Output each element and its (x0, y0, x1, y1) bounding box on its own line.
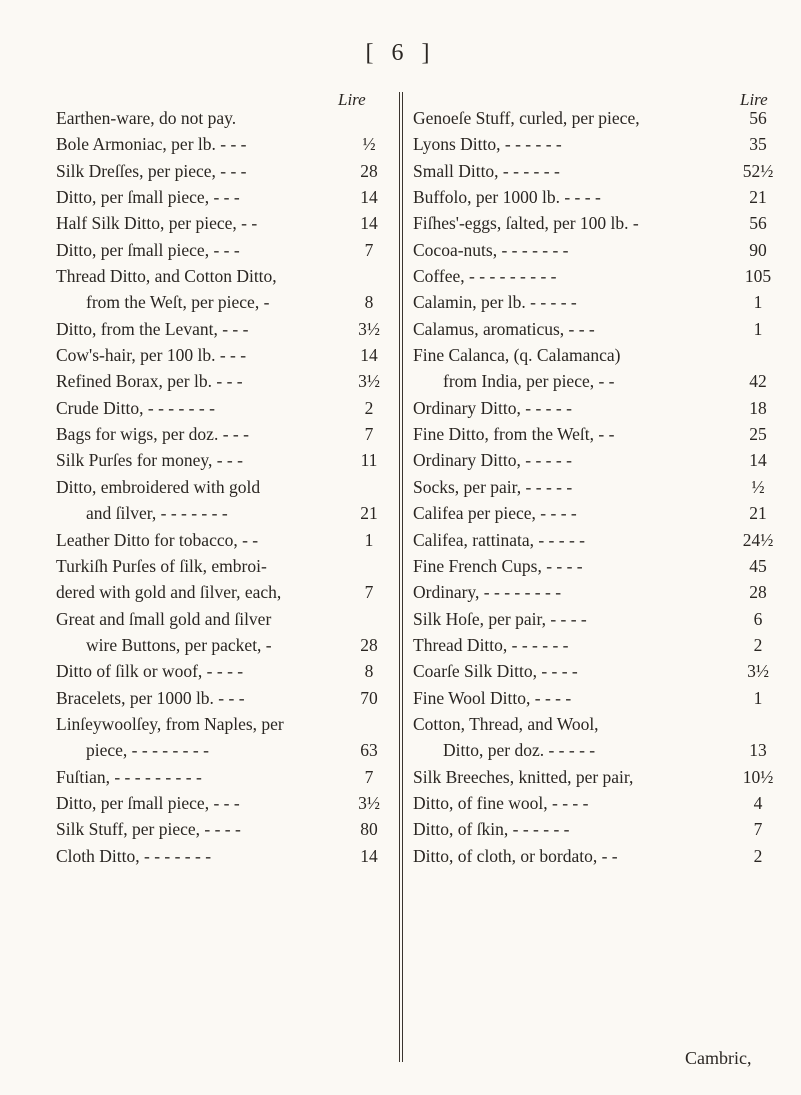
item-description: Ditto of ſilk or woof, - - - - (56, 661, 244, 682)
price-row (56, 424, 386, 450)
price-row (56, 609, 386, 635)
item-description: Ditto, embroidered with gold (56, 476, 261, 497)
price-row (56, 477, 386, 503)
item-price: 52½ (742, 160, 774, 181)
item-price: 42 (749, 371, 767, 392)
price-row (413, 688, 778, 714)
item-price: 14 (360, 345, 378, 366)
item-description: Fine French Cups, - - - - (413, 555, 583, 576)
item-description: Socks, per pair, - - - - - (413, 476, 573, 497)
item-price: 7 (364, 424, 374, 445)
item-price: 25 (749, 424, 767, 445)
item-price: 1 (753, 318, 763, 339)
item-description: Bracelets, per 1000 lb. - - - (56, 687, 245, 708)
item-description: Crude Ditto, - - - - - - - (56, 397, 215, 418)
item-price: 70 (360, 687, 378, 708)
item-description: Bags for wigs, per doz. - - - (56, 424, 249, 445)
item-price: 56 (749, 108, 767, 128)
item-description: from India, per piece, - - (443, 371, 615, 392)
item-description: Buffolo, per 1000 lb. - - - - (413, 187, 601, 208)
price-row (56, 345, 386, 371)
item-description: Ditto, of ſkin, - - - - - - (413, 819, 570, 840)
item-price: 24½ (742, 529, 774, 550)
price-row (413, 450, 778, 476)
item-price: 90 (749, 239, 767, 260)
item-description: Fiſhes'-eggs, ſalted, per 100 lb. - (413, 213, 639, 234)
price-row (413, 398, 778, 424)
item-description: Ditto, per ſmall piece, - - - (56, 239, 240, 260)
price-row (56, 661, 386, 687)
item-price: 2 (753, 845, 763, 866)
item-description: Linſeywoolſey, from Naples, per (56, 713, 284, 734)
price-row (56, 688, 386, 714)
item-description: Cotton, Thread, and Wool, (413, 713, 599, 734)
item-price: 2 (364, 397, 374, 418)
item-price: ½ (751, 476, 765, 497)
item-description: Fine Ditto, from the Weſt, - - (413, 424, 615, 445)
item-price: 105 (744, 266, 772, 287)
price-row (56, 740, 386, 766)
item-price: 7 (753, 819, 763, 840)
price-row (56, 450, 386, 476)
item-price: 45 (749, 555, 767, 576)
price-row (56, 161, 386, 187)
price-row (56, 556, 386, 582)
item-price: 21 (360, 503, 378, 524)
item-price: 28 (360, 160, 378, 181)
item-price: 21 (749, 187, 767, 208)
item-description: Great and ſmall gold and ſilver (56, 608, 272, 629)
price-row (413, 582, 778, 608)
item-description: Silk Breeches, knitted, per pair, (413, 766, 634, 787)
item-description: Genoeſe Stuff, curled, per piece, (413, 108, 640, 128)
item-price: 7 (364, 766, 374, 787)
item-description: Silk Purſes for money, - - - (56, 450, 243, 471)
item-description: Lyons Ditto, - - - - - - (413, 134, 562, 155)
item-price: 56 (749, 213, 767, 234)
price-row (413, 793, 778, 819)
price-row (413, 477, 778, 503)
item-price: 2 (753, 634, 763, 655)
item-description: Silk Dreſſes, per piece, - - - (56, 160, 247, 181)
item-description: Cow's-hair, per 100 lb. - - - (56, 345, 247, 366)
price-row (413, 714, 778, 740)
item-description: Califea, rattinata, - - - - - (413, 529, 585, 550)
price-row (413, 108, 778, 134)
item-price: 14 (360, 213, 378, 234)
item-price: 1 (364, 529, 374, 550)
price-row (56, 714, 386, 740)
price-row (413, 371, 778, 397)
price-row (56, 319, 386, 345)
price-row (413, 846, 778, 872)
item-description: Half Silk Ditto, per piece, - - (56, 213, 258, 234)
item-price: 8 (364, 661, 374, 682)
item-description: Ditto, per ſmall piece, - - - (56, 187, 240, 208)
item-description: Cloth Ditto, - - - - - - - (56, 845, 212, 866)
item-description: Ditto, from the Levant, - - - (56, 318, 249, 339)
item-price: 63 (360, 740, 378, 761)
item-price: 7 (364, 582, 374, 603)
item-price: 13 (749, 740, 767, 761)
price-row (413, 240, 778, 266)
item-price: 3½ (358, 318, 380, 339)
item-description: Bole Armoniac, per lb. - - - (56, 134, 247, 155)
price-row (413, 530, 778, 556)
right-unit-heading: Lire (740, 90, 768, 109)
item-description: Fuſtian, - - - - - - - - - (56, 766, 202, 787)
left-unit-heading: Lire (338, 90, 366, 109)
item-price: 28 (360, 634, 378, 655)
price-row (56, 503, 386, 529)
item-description: Leather Ditto for tobacco, - - (56, 529, 259, 550)
price-row (413, 424, 778, 450)
price-row (413, 319, 778, 345)
price-row (56, 846, 386, 872)
item-description: Refined Borax, per lb. - - - (56, 371, 243, 392)
item-price: 35 (749, 134, 767, 155)
price-row (56, 530, 386, 556)
item-description: Calamin, per lb. - - - - - (413, 292, 577, 313)
page-number: [ 6 ] (365, 40, 436, 66)
item-description: Coarſe Silk Ditto, - - - - (413, 661, 578, 682)
item-price: ½ (362, 134, 376, 155)
item-description: Turkiſh Purſes of ſilk, embroi- (56, 555, 267, 576)
item-price: 14 (360, 845, 378, 866)
price-row (413, 213, 778, 239)
column-divider (399, 92, 403, 1062)
item-price: 18 (749, 397, 767, 418)
price-row (56, 213, 386, 239)
price-row (413, 266, 778, 292)
item-description: piece, - - - - - - - - (86, 740, 209, 761)
price-row (56, 292, 386, 318)
item-price: 14 (360, 187, 378, 208)
right-price-column (413, 108, 778, 872)
item-description: Ditto, per ſmall piece, - - - (56, 792, 240, 813)
price-row (56, 793, 386, 819)
price-row (56, 266, 386, 292)
item-price: 28 (749, 582, 767, 603)
price-row (56, 398, 386, 424)
price-row (413, 661, 778, 687)
item-description: Thread Ditto, - - - - - - (413, 634, 569, 655)
price-row (413, 635, 778, 661)
item-price: 3½ (747, 661, 769, 682)
price-row (413, 609, 778, 635)
item-price: 4 (753, 792, 763, 813)
price-row (56, 187, 386, 213)
price-row (413, 134, 778, 160)
price-row (56, 767, 386, 793)
price-row (56, 371, 386, 397)
item-description: wire Buttons, per packet, - (86, 634, 272, 655)
item-description: Silk Hoſe, per pair, - - - - (413, 608, 587, 629)
item-price: 80 (360, 819, 378, 840)
item-description: Cocoa-nuts, - - - - - - - (413, 239, 569, 260)
item-price: 14 (749, 450, 767, 471)
item-description: Califea per piece, - - - - (413, 503, 577, 524)
price-row (413, 819, 778, 845)
item-description: Ordinary Ditto, - - - - - (413, 397, 572, 418)
item-price: 3½ (358, 371, 380, 392)
item-description: Ditto, of fine wool, - - - - (413, 792, 589, 813)
item-description: Fine Calanca, (q. Calamanca) (413, 345, 621, 366)
item-description: Ditto, of cloth, or bordato, - - (413, 845, 618, 866)
item-price: 8 (364, 292, 374, 313)
item-description: Coffee, - - - - - - - - - (413, 266, 557, 287)
item-description: Silk Stuff, per piece, - - - - (56, 819, 241, 840)
item-description: Ditto, per doz. - - - - - (443, 740, 596, 761)
price-row (56, 240, 386, 266)
price-row (413, 345, 778, 371)
item-description: Ordinary, - - - - - - - - (413, 582, 562, 603)
item-price: 11 (360, 450, 378, 471)
price-row (413, 767, 778, 793)
item-price: 3½ (358, 792, 380, 813)
item-price: 21 (749, 503, 767, 524)
item-price: 10½ (742, 766, 774, 787)
price-row (413, 503, 778, 529)
price-row (413, 292, 778, 318)
price-row (413, 740, 778, 766)
price-row (56, 582, 386, 608)
price-row (56, 635, 386, 661)
price-row (56, 108, 386, 134)
price-row (56, 819, 386, 845)
left-price-column (56, 108, 386, 872)
price-row (413, 187, 778, 213)
item-description: and ſilver, - - - - - - - (86, 503, 228, 524)
item-description: from the Weſt, per piece, - (86, 292, 270, 313)
item-price: 1 (753, 292, 763, 313)
item-description: Earthen-ware, do not pay. (56, 108, 237, 128)
item-price: 7 (364, 239, 374, 260)
catchword: Cambric, (685, 1048, 752, 1068)
item-price: 1 (753, 687, 763, 708)
price-row (413, 161, 778, 187)
item-description: Small Ditto, - - - - - - (413, 160, 560, 181)
item-description: dered with gold and ſilver, each, (56, 582, 282, 603)
item-price: 6 (753, 608, 763, 629)
item-description: Thread Ditto, and Cotton Ditto, (56, 266, 277, 287)
price-row (56, 134, 386, 160)
item-description: Ordinary Ditto, - - - - - (413, 450, 572, 471)
item-description: Fine Wool Ditto, - - - - (413, 687, 572, 708)
price-row (413, 556, 778, 582)
item-description: Calamus, aromaticus, - - - (413, 318, 595, 339)
